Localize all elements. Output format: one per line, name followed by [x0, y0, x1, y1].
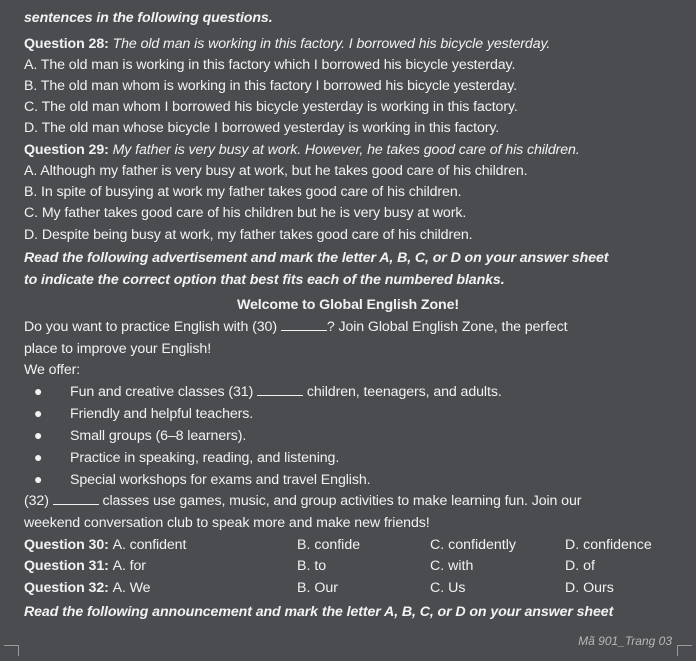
blank-31	[257, 383, 303, 396]
option-31-b[interactable]: B. to	[297, 558, 327, 574]
option-29-c[interactable]: C. My father takes good care of his children but he is very busy at work.	[24, 205, 467, 221]
option-30-b[interactable]: B. confide	[297, 537, 361, 553]
question-label: Question 32:	[24, 580, 113, 596]
bullet-dot: ●	[34, 427, 43, 443]
crop-mark-right	[677, 645, 692, 656]
instructions-announcement: Read the following announcement and mark the letter A, B, C, or D on your answer sheet	[24, 604, 614, 620]
question-label: Question 30:	[24, 537, 113, 553]
question-28	[24, 35, 550, 53]
question-label: Question 28:	[24, 36, 109, 52]
ad-paragraph-1	[24, 318, 567, 336]
option-32-d[interactable]: D. Ours	[565, 580, 614, 596]
question-stem: My father is very busy at work. However, he takes good care of his children.	[112, 142, 580, 158]
option-29-d[interactable]: D. Despite being busy at work, my father takes good care of his children.	[24, 227, 473, 243]
ad-bullet-1	[70, 383, 502, 401]
option-30-d[interactable]: D. confidence	[565, 537, 652, 553]
ad-paragraph-2-cont: weekend conversation club to speak more and make new friends!	[24, 515, 430, 531]
bullet-dot: ●	[34, 449, 43, 465]
ad-paragraph-1-cont: place to improve your English!	[24, 341, 212, 357]
bullet-dot: ●	[34, 405, 43, 421]
ad-text: (32)	[24, 493, 53, 509]
option-29-a[interactable]: A. Although my father is very busy at work, but he takes good care of his children.	[24, 163, 528, 179]
question-32	[24, 579, 150, 597]
ad-bullet-3: Small groups (6–8 learners).	[70, 428, 247, 444]
option-28-a[interactable]: A. The old man is working in this factory which I borrowed his bicycle yesterday.	[24, 57, 516, 73]
option-32-c[interactable]: C. Us	[430, 580, 466, 596]
ad-text: ? Join Global English Zone, the perfect	[326, 319, 568, 335]
blank-32	[53, 492, 99, 505]
crop-mark-left	[4, 645, 19, 656]
blank-30	[281, 318, 327, 331]
option-30-c[interactable]: C. confidently	[430, 537, 516, 553]
ad-title: Welcome to Global English Zone!	[236, 297, 460, 313]
option-30-a[interactable]: A. confident	[112, 537, 187, 553]
question-label: Question 29:	[24, 142, 109, 158]
instructions-line-2: to indicate the correct option that best fits each of the numbered blanks.	[24, 272, 505, 288]
option-28-b[interactable]: B. The old man whom is working in this factory I borrowed his bicycle yesterday.	[24, 78, 517, 94]
option-28-d[interactable]: D. The old man whose bicycle I borrowed yesterday is working in this factory.	[24, 120, 500, 136]
question-stem: The old man is working in this factory. I borrowed his bicycle yesterday.	[112, 36, 551, 52]
option-32-a[interactable]: A. We	[112, 580, 151, 596]
question-30	[24, 536, 186, 554]
ad-text: children, teenagers, and adults.	[303, 384, 502, 400]
page-footer: Mã 901_Trang 03	[578, 634, 672, 648]
ad-text: Do you want to practice English with (30)	[24, 319, 281, 335]
ad-bullet-4: Practice in speaking, reading, and listening.	[70, 450, 340, 466]
question-label: Question 31:	[24, 558, 113, 574]
bullet-dot: ●	[34, 383, 43, 399]
ad-text: classes use games, music, and group activities to make learning fun. Join our	[98, 493, 582, 509]
option-31-a[interactable]: A. for	[112, 558, 146, 574]
option-31-c[interactable]: C. with	[430, 558, 474, 574]
ad-offer-heading: We offer:	[24, 362, 81, 378]
ad-bullet-5: Special workshops for exams and travel English.	[70, 472, 371, 488]
ad-text: Fun and creative classes (31)	[70, 384, 258, 400]
bullet-dot: ●	[34, 471, 43, 487]
ad-paragraph-2	[24, 492, 581, 510]
option-29-b[interactable]: B. In spite of busying at work my father takes good care of his children.	[24, 184, 462, 200]
ad-bullet-2: Friendly and helpful teachers.	[70, 406, 254, 422]
option-32-b[interactable]: B. Our	[297, 580, 338, 596]
question-29	[24, 141, 580, 159]
intro-text: sentences in the following questions.	[24, 10, 273, 26]
option-28-c[interactable]: C. The old man whom I borrowed his bicycle yesterday is working in this factory.	[24, 99, 518, 115]
option-31-d[interactable]: D. of	[565, 558, 595, 574]
question-31	[24, 557, 146, 575]
instructions-line-1: Read the following advertisement and mark the letter A, B, C, or D on your answer sheet	[24, 250, 609, 266]
